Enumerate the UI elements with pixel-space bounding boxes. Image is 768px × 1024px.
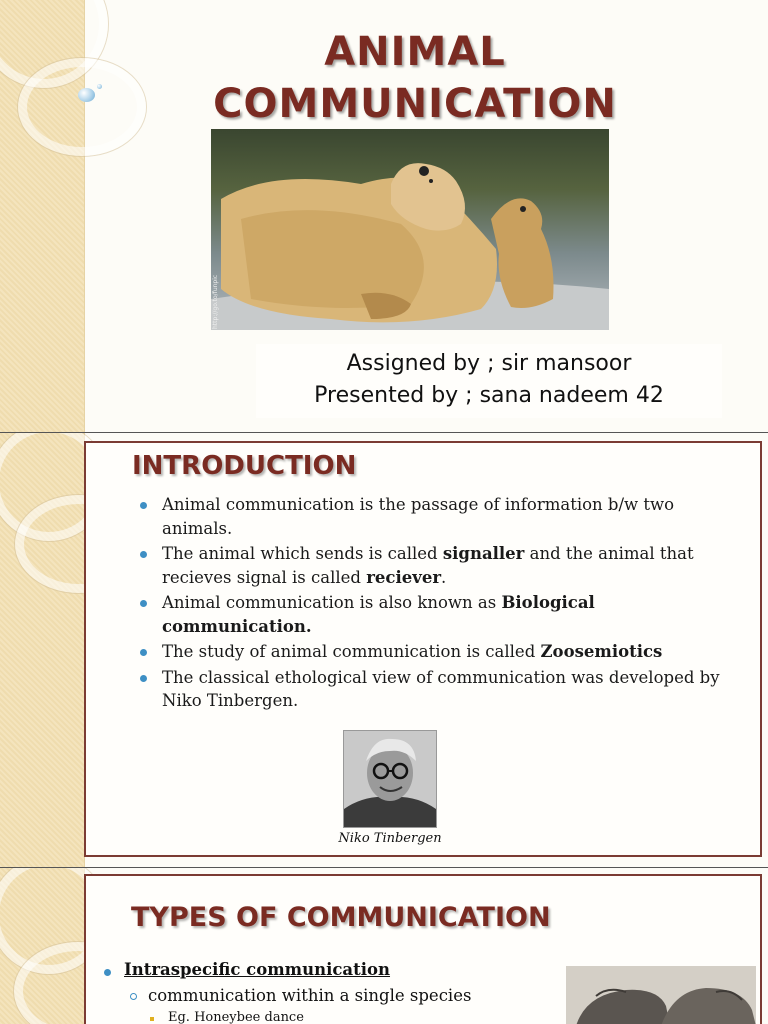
bullet-dot-icon	[104, 969, 111, 976]
presented-by: Presented by ; sana nadeem 42	[314, 383, 664, 408]
slide-types	[0, 868, 768, 1024]
assigned-by: Assigned by ; sir mansoor	[346, 351, 632, 376]
bullet-item	[136, 493, 736, 540]
bullet-bold-term: Biological communication.	[162, 593, 595, 636]
bullet-text: The animal which sends is called	[162, 544, 443, 563]
types-item-intraspecific: Intraspecific communication	[124, 960, 391, 979]
bubble-icon	[97, 84, 102, 89]
decorative-ring	[18, 58, 146, 156]
slide-title-line1: ANIMAL	[324, 29, 506, 75]
tinbergen-portrait	[343, 730, 437, 828]
polar-bear-photo	[211, 129, 609, 330]
bullet-item	[136, 542, 736, 589]
types-sub-item: communication within a single species	[148, 986, 472, 1005]
photo-watermark: http://go.to/funpic	[212, 274, 219, 329]
bullet-item	[136, 640, 736, 664]
section-heading: TYPES OF COMMUNICATION	[131, 902, 551, 933]
types-example: Eg. Honeybee dance	[168, 1010, 304, 1024]
bullet-bold-term: signaller	[442, 544, 525, 563]
slide-title-line2: COMMUNICATION	[213, 81, 617, 127]
bullet-text: Animal communication is the passage of information b/w two animals.	[162, 495, 675, 538]
bullet-text: The classical ethological view of communication was developed by Niko Tinbergen.	[162, 667, 720, 710]
slide-title	[0, 0, 768, 432]
portrait-caption: Niko Tinbergen	[338, 831, 442, 846]
bullet-text: The study of animal communication is called	[162, 642, 541, 661]
section-heading: INTRODUCTION	[132, 451, 357, 481]
slide-introduction	[0, 433, 768, 867]
bullet-bold-term: Zoosemiotics	[540, 642, 663, 661]
subsub-bullet-icon	[150, 1017, 154, 1021]
bullet-text: and the animal that recieves signal is called	[162, 544, 694, 587]
bullet-item	[136, 591, 736, 638]
elephant-photo	[566, 966, 756, 1024]
bullet-item	[136, 666, 736, 713]
bullet-text: Animal communication is also known as	[162, 593, 502, 612]
sub-bullet-icon	[130, 993, 137, 1000]
bullet-bold-term: reciever	[366, 567, 442, 587]
bubble-icon	[78, 88, 95, 102]
bullet-text: .	[441, 567, 447, 587]
intro-bullet-list	[136, 493, 736, 715]
